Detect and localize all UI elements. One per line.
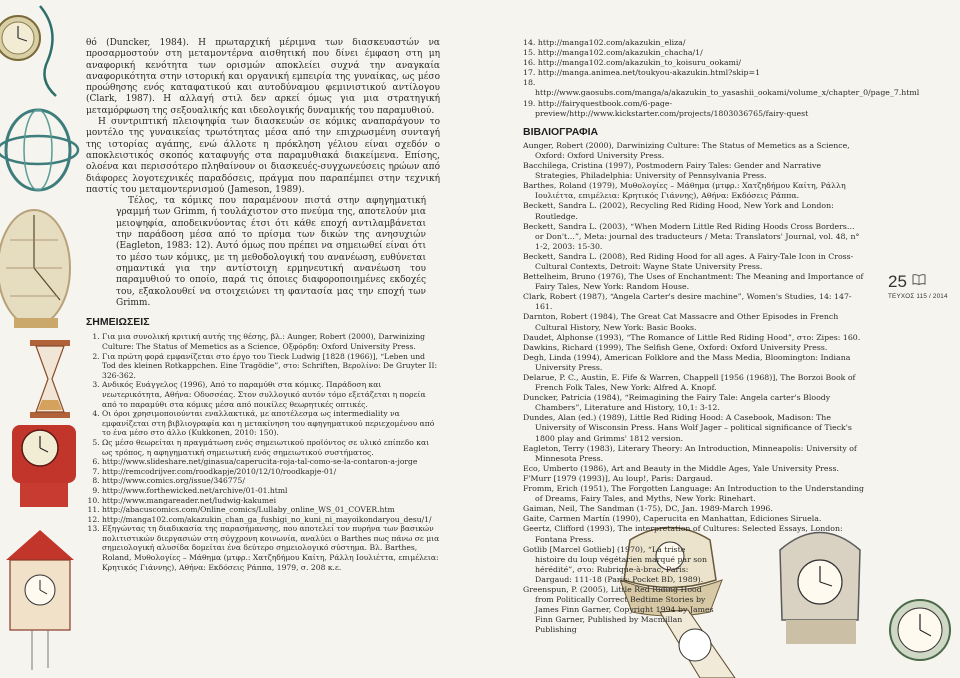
bibliography-entry: Darnton, Robert (1984), The Great Cat Massacre and Other Episodes in French Cultural History, New York: Basic Books. xyxy=(523,312,839,332)
bibliography-entry: Beckett, Sandra L. (2003), “When Modern Little Red Riding Hoods Cross Borders… or Don't…”, Meta: journal des traducteurs / Meta: Translators' Journal, vol. 48, n° 1-2, 2003: 15-30. xyxy=(523,221,860,251)
bibliography-entry: Bettelheim, Bruno (1976), The Uses of Enchantment: The Meaning and Importance of Fairy Tales, New York: Random House. xyxy=(523,272,864,292)
bibliography-entry: Gotlib [Marcel Gotlieb] (1970), “La triste histoire du loup végétarien marqué par son hérédité”, στο: Rubrique-à-brac, Paris: Dargaud: 111-18 (Paris: Pocket BD, 1989). xyxy=(523,544,708,584)
note-item: 6. http://www.slideshare.net/ginasua/caperucita-roja-tal-como-se-la-contaron-a-jorge xyxy=(102,457,440,467)
bibliography-entry: Greenspun, P. (2005), Little Red Riding Hood from Politically Correct Bedtime Stories by James Finn Garner, Copyright 1994 by James Finn Garner, Published by Macmillan Publishing xyxy=(523,584,714,635)
note-item: 5. Ως μέσο θεωρείται η πραγμάτωση ενός σημειωτικού προϊόντος σε υλικό επίπεδο και ως τρόπος, η αφηγηματική σημειωτική ενός σημειωτικού συστήματος. xyxy=(102,438,440,457)
notes-list xyxy=(86,332,440,572)
bibliography-heading: ΒΙΒΛΙΟΓΡΑΦΙΑ xyxy=(523,125,599,138)
bibliography-entry: Fromm, Erich (1951), The Forgotten Language: An Introduction to the Understanding of Dreams, Fairy Tales, and Myths, New York: Rinehart. xyxy=(523,484,865,504)
url-note-item: 15. http://manga102.com/akazukin_chacha/1/ xyxy=(523,48,703,58)
note-item: 1. Για μια συνολική κριτική αυτής της θέσης, βλ.: Aunger, Robert (2000), Darwinizing Culture: The Status of Memetics as a Science, Οξφόρδη: Oxford University Press. xyxy=(102,332,440,351)
sundial-icon xyxy=(0,210,70,328)
bibliography-entry: Delarue, P. C., Austin, E. Fife & Warren, Chappell [1956 (1968)], The Borzoi Book of French Folk Tales, New York: Alfred A. Knopf. xyxy=(523,373,856,393)
url-note-item: 18. http://www.gaosubs.com/manga/a/akazukin_to_yasashii_ookami/volume_x/chapter_0/page_7.html xyxy=(523,78,920,98)
note-item: 4. Οι όροι χρησιμοποιούνται εναλλακτικά, με αποτέλεσμα ως intermediality να εμφανίζεται στη βιβλιογραφία και η μετακίνηση του αφηγηματικού περιεχομένου από το ένα μέσο στο άλλο (Kukkonen, 2010: 150). xyxy=(102,409,440,438)
pocket-watch-icon xyxy=(0,6,56,96)
bibliography-entry: Clark, Robert (1987), “Angela Carter's desire machine”, Women's Studies, 14: 147-161. xyxy=(523,292,852,312)
paragraph-3: Τέλος, τα κόμικς που παραμένουν πιστά στην αφηγηματική γραμμή των Grimm, ή τουλάχιστον στο πνεύμα της, αποτελούν μια μειοψηφία, αποδεικνύοντας έτσι ότι κάθε εποχή αντιλαμβάνεται την παράδοση μέσα από το πρίσμα των δικών της ανησυχιών (Eagleton, 1983: 12). Αυτό όμως που πρέπει να σημειωθεί είναι ότι το μέσο των κόμικς, με τη μεθοδολογική του ανανέωση, ευθύνεται σημαντικά για την αντίστοιχη ερμηνευτική ανανέωση του παραμυθιού το οποίο, παρά τις όποιες διαφοροποιημένες εκδοχές του, εξακολουθεί να στοιχειώνει τη φαντασία μας την εποχή των Grimm. xyxy=(116,196,426,308)
bibliography-entry: Barthes, Roland (1979), Μυθολογίες – Μάθημα (μτφρ.: Χατζηδήμου Καίτη, Ράλλη Ιουλιέττα, επιμέλεια: Κρητικός Γιάννης), Αθήνα: Εκδόσεις Ράππα. xyxy=(523,181,846,201)
paragraph-1: θό (Duncker, 1984). Η πρωταρχική μέριμνα των διασκευαστών να προσαρμοστούν στη μεταμοντέρνα αισθητική που δίνει έμφαση στη μη αναφορική κενότητα των ορισμών αποκλείει συχνά την αναγκαία αναφορικότητα στην ιστορική και οργανική εμπειρία της γυναίκας, ως μέσο προώθησης ενός καταφατικού και αυτοδύναμου φεμινιστικού αντίλογου (Clark, 1987). Η αλλαγή στιλ δεν αρκεί όμως για μια στρατηγική μεταμόρφωση της σεξουαλικής και ιδεολογικής δυναμικής του παραμυθιού. xyxy=(86,38,440,116)
bibliography-entry: Eco, Umberto (1986), Art and Beauty in the Middle Ages, Yale University Press. xyxy=(523,463,840,473)
bibliography-entry: Daudet, Alphonse (1993), “The Romance of Little Red Riding Hood”, στο: Zipes: 160. xyxy=(523,332,861,342)
bibliography-entry: Beckett, Sandra L. (2008), Red Riding Hood for all ages. A Fairy-Tale Icon in Cross-Cultural Contexts, Detroit: Wayne State University Press. xyxy=(523,251,854,271)
note-item: 7. http://remcodrijver.com/roodkapje/2010/12/10/roodkapje-01/ xyxy=(102,467,440,477)
armillary-sphere-icon xyxy=(0,110,78,190)
bibliography-entry: Dundes, Alan (ed.) (1989), Little Red Riding Hood: A Casebook, Madison: The University of Wisconsin Press. Hans Wolf Jager – political significance of Tieck's 1800 play and Grimms' 1812 version. xyxy=(523,413,852,443)
note-item: 3. Ανδικός Ευάγγελος (1996), Από το παραμύθι στα κόμικς. Παράδοση και νεωτερικότητα, Αθήνα: Οδυσσέας. Στον συλλογικό αυτόν τόμο εξετάζεται η πορεία από το παραμύθι στα κόμικς μέσα από ποικίλες θεωρητικές οπτικές. xyxy=(102,380,440,409)
page-folio xyxy=(888,272,958,300)
bibliography-entry: Bacchilega, Cristina (1997), Postmodern Fairy Tales: Gender and Narrative Strategies, Philadelphia: University of Pennsylvania Press. xyxy=(523,161,821,181)
note-item: 8. http://www.comics.org/issue/346775/ xyxy=(102,476,440,486)
article-body xyxy=(86,38,440,309)
note-item: 12. http://manga102.com/akazukin_chan_ga_fushigi_no_kuni_ni_mayoikondaryou_desu/1/ xyxy=(102,515,440,525)
book-icon xyxy=(912,273,926,285)
bibliography-entry: Eagleton, Terry (1983), Literary Theory: An Introduction, Minneapolis: University of Minnesota Press. xyxy=(523,443,857,463)
bibliography-entry: Gaiman, Neil, The Sandman (1-75), DC, Jan. 1989-March 1996. xyxy=(523,504,773,514)
url-note-item: 19. http://fairyquestbook.com/6-page-preview/http://www.kickstarter.com/projects/1803036765/fairy-quest xyxy=(523,98,809,118)
note-item: 11. http://abacuscomics.com/Online_comics/Lullaby_online_WS_01_COVER.htm xyxy=(102,505,440,515)
note-item: 9. http://www.forthewicked.net/archive/01-01.html xyxy=(102,486,440,496)
bibliography-entry: Gaite, Carmen Martín (1990), Caperucita en Manhattan, Ediciones Siruela. xyxy=(523,514,822,524)
bibliography-entry: Geertz, Clifford (1993), The interpretation of Cultures: Selected Essays, London: Fontana Press. xyxy=(523,524,843,544)
url-note-item: 16. http://manga102.com/akazukin_to_koisuru_ookami/ xyxy=(523,58,742,68)
bibliography-entry: Beckett, Sandra L. (2002), Recycling Red Riding Hood, New York and London: Routledge. xyxy=(523,201,834,221)
issue-label: ΤΕΥΧΟΣ 115 / 2014 xyxy=(888,293,948,300)
notes-heading: ΣΗΜΕΙΩΣΕΙΣ xyxy=(86,316,150,329)
note-item: 10. http://www.mangareader.net/ludwig-kakumei xyxy=(102,496,440,506)
hourglass-icon xyxy=(30,340,70,418)
bibliography-entry: Duncker, Patricia (1984), “Reimagining the Fairy Tale: Angela carter's Bloody Chambers”, Literature and History, 10,1: 3-12. xyxy=(523,393,831,413)
page-number: 25 xyxy=(888,272,907,291)
url-notes-list xyxy=(523,38,920,119)
url-note-item: 17. http://manga.animea.net/toukyou-akazukin.html?skip=1 xyxy=(523,68,761,78)
bibliography-entry: Aunger, Robert (2000), Darwinizing Culture: The Status of Memetics as a Science, Oxford: Oxford University Press. xyxy=(523,140,850,160)
red-clock-icon xyxy=(12,425,76,507)
cuckoo-clock-icon xyxy=(6,530,74,670)
paragraph-2: Η συντριπτική πλειοψηφία των διασκευών σε κόμικς αναπαράγουν το μοντέλο της γυναικείας τρωτότητας μέσα από την επιχρωσμένη συνταγή της ιστορίας αγάπης, ενώ άλλοτε η πρόκληση γέλιου είναι σχεδόν ο αποκλειστικός σκοπός καταφυγής στα παραμυθιακά διακείμενα. Επίσης, ολοένα και περισσότερο πληθαίνουν οι διασκευές-συγχωνεύσεις ηρώων από διάφορες λογοτεχνικές παραδόσεις, πράγμα που παραπέμπει στην τεχνική παστίς του μεταμοντερνισμού (Jameson, 1989). xyxy=(86,117,440,195)
bibliography-entry: F'Murr [1979 (1993)], Au loup!, Paris: Dargaud. xyxy=(523,473,713,483)
note-item: 13. Εξηγώντας τη διαδικασία της παρασήμανσης, που αποτελεί τον πυρήνα των βασικών πολιτιστικών διεργασιών στη σύγχρονη κοινωνία, αναλύει ο Barthes πως πάνω σε μια σημειολογική αλυσίδα δομείται ένα δεύτερο σημειολογικό σύστημα. Βλ. Barthes, Roland, Μυθολογίες – Μάθημα (μτφρ.: Χατζηδήμου Καίτη, Ράλλη Ιουλιέττα, επιμέλεια: Κρητικός Γιάννης), Αθήνα: Εκδόσεις Ράππα, 1979, σ. 208 κ.ε. xyxy=(102,524,440,572)
bibliography-entry: Dawkins, Richard (1999), The Selfish Gene, Oxford: Oxford University Press. xyxy=(523,342,828,352)
bibliography-list xyxy=(523,141,865,636)
note-item: 2. Για πρώτη φορά εμφανίζεται στο έργο του Tieck Ludwig [1828 (1966)], “Leben und Tod des kleinen Rotkappchen. Eine Tragödie”, στο: Schriften, Βερολίνο: De Gruyter II: 326-362. xyxy=(102,352,440,381)
bibliography-entry: Degh, Linda (1994), American Folklore and the Mass Media, Bloomington: Indiana University Press. xyxy=(523,352,851,372)
url-note-item: 14. http://manga102.com/akazukin_eliza/ xyxy=(523,38,686,47)
left-column xyxy=(86,38,440,572)
